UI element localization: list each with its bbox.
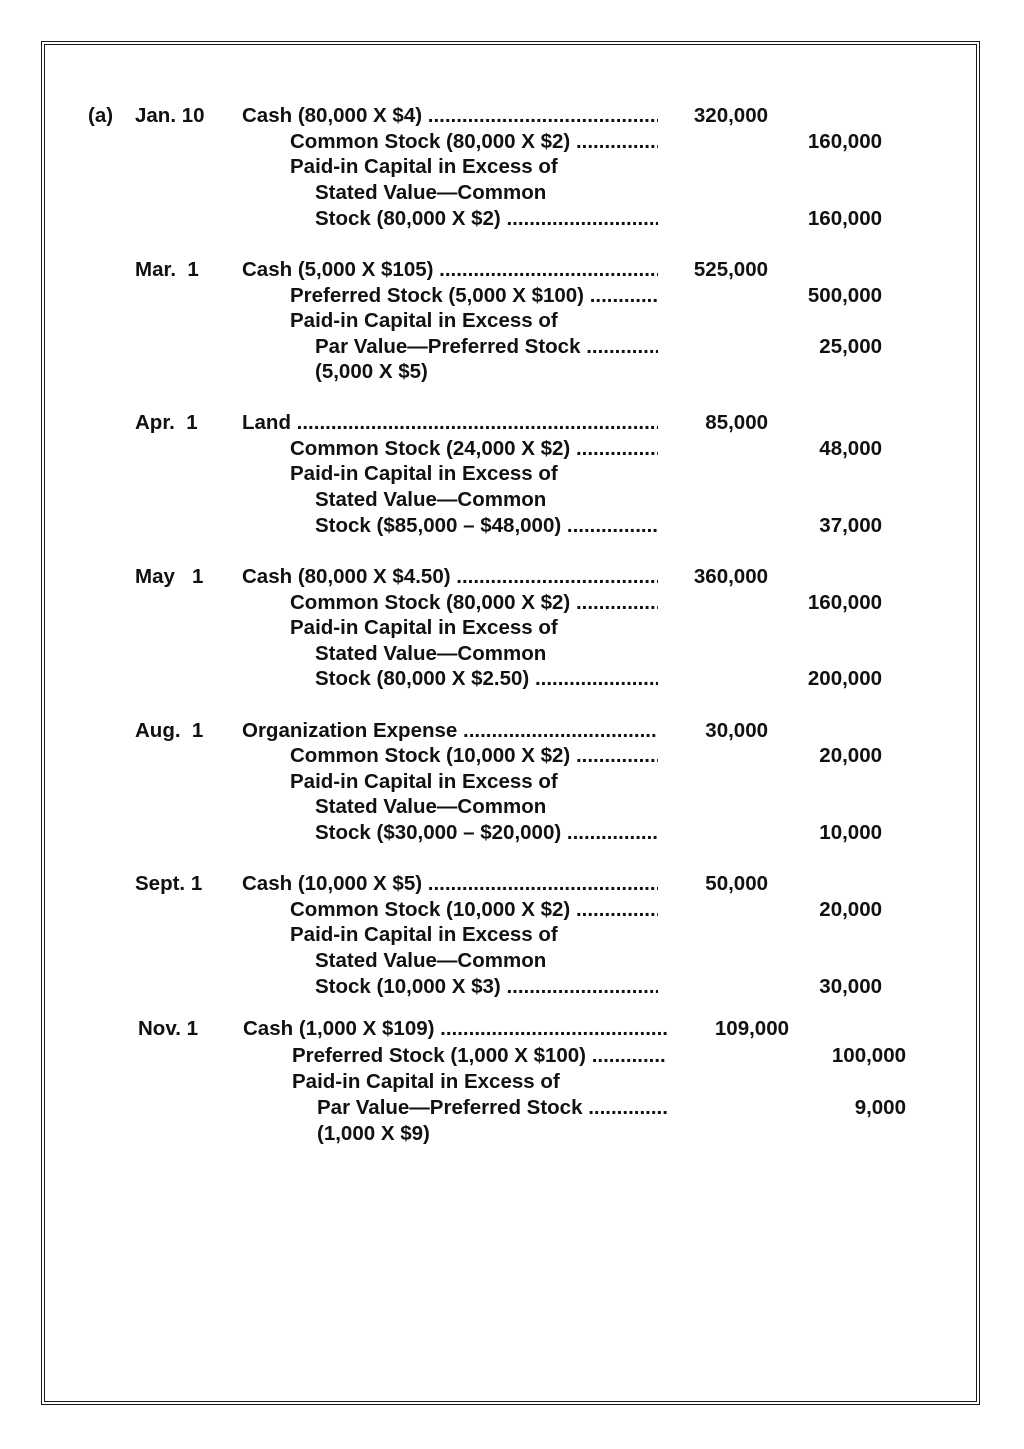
entry-line xyxy=(0,410,1024,436)
credit-amount: 100,000 xyxy=(831,1044,906,1067)
credit-amount: 9,000 xyxy=(854,1096,906,1119)
credit-amount: 500,000 xyxy=(807,284,882,307)
calc-note: (5,000 X $5) xyxy=(315,360,428,383)
entry-line xyxy=(0,154,1024,180)
credit-account: Preferred Stock (5,000 X $100) ..... xyxy=(290,283,658,309)
credit-account: Preferred Stock (1,000 X $100) ..... xyxy=(292,1043,667,1069)
entry-line xyxy=(0,1016,1024,1042)
entry-line xyxy=(0,897,1024,923)
credit-amount: 160,000 xyxy=(807,130,882,153)
credit-account: Common Stock (80,000 X $2) ..... xyxy=(290,129,658,155)
entry-date: Aug. 1 xyxy=(135,719,204,742)
credit-account: Paid-in Capital in Excess of xyxy=(290,770,558,793)
entry-line xyxy=(0,666,1024,692)
entry-line xyxy=(0,1095,1024,1121)
entry-line xyxy=(0,769,1024,795)
entry-date: Mar. 1 xyxy=(135,258,199,281)
credit-amount: 160,000 xyxy=(807,591,882,614)
entry-date: Nov. 1 xyxy=(138,1017,198,1040)
part-label: (a) xyxy=(88,104,114,127)
credit-amount: 30,000 xyxy=(819,975,882,998)
debit-account: Cash (80,000 X $4) ..... xyxy=(242,103,658,129)
credit-amount: 200,000 xyxy=(807,667,882,690)
entry-line xyxy=(0,974,1024,1000)
credit-account-cont: Stated Value—Common xyxy=(315,795,547,818)
debit-amount: 320,000 xyxy=(693,104,768,127)
credit-account-cont: Stock (10,000 X $3) ..... xyxy=(315,974,658,1000)
entry-line xyxy=(0,615,1024,641)
entry-line xyxy=(0,308,1024,334)
credit-account-cont: Stock (80,000 X $2) ..... xyxy=(315,206,658,232)
debit-account: Cash (10,000 X $5) ..... xyxy=(242,871,658,897)
entry-date: Jan. 10 xyxy=(135,104,205,127)
debit-amount: 525,000 xyxy=(693,258,768,281)
entry-line xyxy=(0,206,1024,232)
credit-account-cont: Par Value—Preferred Stock ..... xyxy=(317,1095,667,1121)
credit-amount: 10,000 xyxy=(819,821,882,844)
debit-amount: 360,000 xyxy=(693,565,768,588)
credit-account: Paid-in Capital in Excess of xyxy=(290,462,558,485)
debit-account: Cash (80,000 X $4.50) ..... xyxy=(242,564,658,590)
credit-account: Paid-in Capital in Excess of xyxy=(290,616,558,639)
credit-account-cont: Stated Value—Common xyxy=(315,181,547,204)
credit-account: Paid-in Capital in Excess of xyxy=(290,155,558,178)
credit-account-cont: Par Value—Preferred Stock ..... xyxy=(315,334,658,360)
debit-amount: 50,000 xyxy=(705,872,768,895)
debit-account: Organization Expense ..... xyxy=(242,718,658,744)
credit-account-cont: Stated Value—Common xyxy=(315,488,547,511)
entry-line xyxy=(0,871,1024,897)
credit-account-cont: Stated Value—Common xyxy=(315,642,547,665)
entry-line xyxy=(0,103,1024,129)
entry-line xyxy=(0,129,1024,155)
entry-line xyxy=(0,718,1024,744)
debit-amount: 30,000 xyxy=(705,719,768,742)
entry-date: Apr. 1 xyxy=(135,411,198,434)
debit-account: Land ..... xyxy=(242,410,658,436)
debit-account: Cash (1,000 X $109) ..... xyxy=(243,1016,667,1042)
credit-amount: 25,000 xyxy=(819,335,882,358)
entry-line xyxy=(0,513,1024,539)
credit-account: Common Stock (24,000 X $2) ..... xyxy=(290,436,658,462)
entry-line xyxy=(0,820,1024,846)
entry-date: May 1 xyxy=(135,565,204,588)
entry-line xyxy=(0,1069,1024,1095)
entry-line xyxy=(0,794,1024,820)
credit-account: Paid-in Capital in Excess of xyxy=(290,309,558,332)
credit-amount: 20,000 xyxy=(819,744,882,767)
credit-account-cont: Stated Value—Common xyxy=(315,949,547,972)
entry-line xyxy=(0,334,1024,360)
entry-line xyxy=(0,461,1024,487)
credit-account-cont: Stock (80,000 X $2.50) ..... xyxy=(315,666,658,692)
entry-line xyxy=(0,564,1024,590)
entry-line xyxy=(0,436,1024,462)
entry-line xyxy=(0,359,1024,385)
credit-account: Common Stock (80,000 X $2) ..... xyxy=(290,590,658,616)
entry-date: Sept. 1 xyxy=(135,872,203,895)
entry-line xyxy=(0,1043,1024,1069)
entry-line xyxy=(0,257,1024,283)
debit-amount: 85,000 xyxy=(705,411,768,434)
debit-amount: 109,000 xyxy=(714,1017,789,1040)
entry-line xyxy=(0,487,1024,513)
entry-line xyxy=(0,1121,1024,1147)
credit-amount: 160,000 xyxy=(807,207,882,230)
entry-line xyxy=(0,590,1024,616)
entry-line xyxy=(0,922,1024,948)
credit-account: Common Stock (10,000 X $2) ..... xyxy=(290,743,658,769)
debit-account: Cash (5,000 X $105) ..... xyxy=(242,257,658,283)
entry-line xyxy=(0,180,1024,206)
entry-line xyxy=(0,641,1024,667)
credit-amount: 20,000 xyxy=(819,898,882,921)
credit-account-cont: Stock ($30,000 – $20,000) ..... xyxy=(315,820,658,846)
entry-line xyxy=(0,948,1024,974)
credit-amount: 37,000 xyxy=(819,514,882,537)
entry-line xyxy=(0,283,1024,309)
credit-account: Paid-in Capital in Excess of xyxy=(290,923,558,946)
credit-amount: 48,000 xyxy=(819,437,882,460)
calc-note: (1,000 X $9) xyxy=(317,1122,430,1145)
credit-account: Common Stock (10,000 X $2) ..... xyxy=(290,897,658,923)
credit-account: Paid-in Capital in Excess of xyxy=(292,1070,560,1093)
entry-line xyxy=(0,743,1024,769)
credit-account-cont: Stock ($85,000 – $48,000) ..... xyxy=(315,513,658,539)
